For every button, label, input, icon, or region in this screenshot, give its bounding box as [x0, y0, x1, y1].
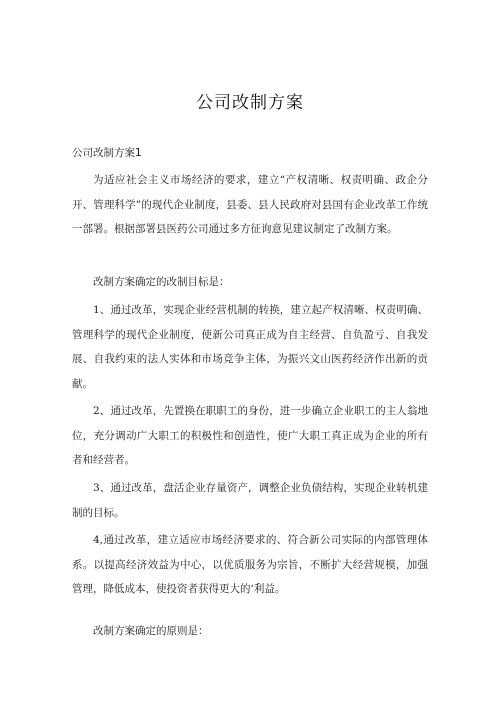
- paragraph-goal-4: 4,通过改革，建立适应市场经济要求的、符合新公司实际的内部管理体系。以提高经济效益为中心，以优质服务为宗旨，不断扩大经营规模，加强管理，降低成本，使投资者获得更大的‘利益。: [72, 534, 428, 595]
- paragraph-goals-heading: 改制方案确定的改制目标是：: [93, 276, 230, 288]
- paragraph-goal-1: 1、通过改革，实现企业经营机制的转换，建立起产权清晰、权责明确、管理科学的现代企业制度，使新公司真正成为自主经营、自负盈亏、自我发展、自我约束的法人实体和市场竞争主体，为振兴文山医药经济作出新的贡献。: [72, 304, 428, 390]
- section-heading: 公司改制方案1: [72, 147, 142, 159]
- paragraph-intro: 为适应社会主义市场经济的要求，建立“产权清晰、权责明确、政企分开、管理科学”的现代企业制度，县委、县人民政府对县国有企业改革工作统一部署。根据部署县医药公司通过多方征询意见建议制定了改制方案。: [72, 174, 428, 235]
- paragraph-goal-2: 2、通过改革，先置换在职职工的身份，进一步确立企业职工的主人翁地位，充分调动广大职工的积极性和创造性，使广大职工真正成为企业的所有者和经营者。: [72, 405, 428, 466]
- paragraph-goal-3: 3、通过改革，盘活企业存量资产，调整企业负债结构，实现企业转机建制的目标。: [72, 482, 428, 519]
- paragraph-principles-heading: 改制方案确定的原则是：: [93, 625, 209, 637]
- document-title: 公司改制方案: [196, 93, 304, 113]
